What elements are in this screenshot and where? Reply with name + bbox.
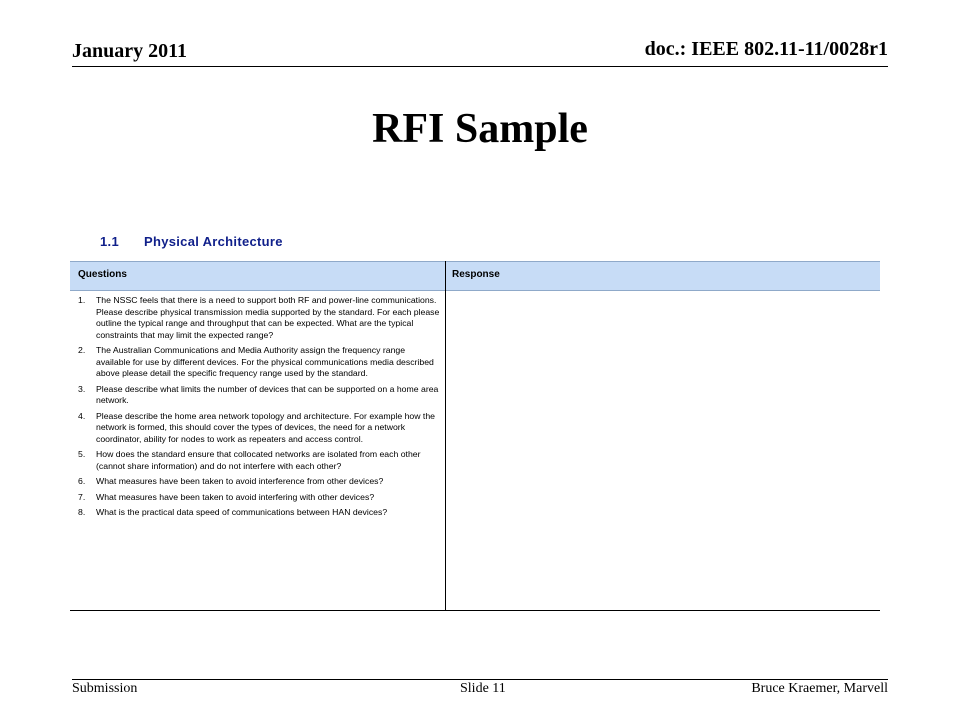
question-text: How does the standard ensure that collocated networks are isolated from each other (cannot share information) and do not interfere with each other? <box>96 449 421 471</box>
questions-list <box>78 295 440 523</box>
question-number: 4. <box>78 410 86 421</box>
footer-divider <box>72 679 888 680</box>
question-text: What measures have been taken to avoid interference from other devices? <box>96 476 384 486</box>
question-item <box>78 345 440 380</box>
question-item <box>78 507 440 519</box>
question-item <box>78 411 440 446</box>
question-text: The Australian Communications and Media Authority assign the frequency range available for use by different devices. For the physical communications media described above please detail the specific frequency range used by the standard. <box>96 345 434 378</box>
question-item <box>78 449 440 472</box>
section-title: Physical Architecture <box>144 234 283 249</box>
question-text: What measures have been taken to avoid interfering with other devices? <box>96 491 375 502</box>
column-header-questions: Questions <box>78 269 127 280</box>
footer-author: Bruce Kraemer, Marvell <box>751 681 888 696</box>
question-number: 6. <box>78 476 86 486</box>
header-divider <box>72 66 888 67</box>
section-number: 1.1 <box>100 234 119 249</box>
question-text: The NSSC feels that there is a need to support both RF and power-line communications. Please describe physical transmission media supported by the standard. For each please outline the typical range and throughput that can be expected. What are the typical constraints that may limit the expected range? <box>96 295 440 340</box>
question-item <box>78 492 440 504</box>
question-text: Please describe the home area network topology and architecture. For example how the network is formed, this should cover the types of devices, the need for a network coordinator, ability for nodes to work as repeaters and access control. <box>96 410 436 444</box>
section-heading <box>100 234 283 249</box>
question-item <box>78 384 440 407</box>
question-item <box>78 295 440 341</box>
column-divider <box>445 261 446 611</box>
slide-title: RFI Sample <box>372 106 588 152</box>
question-number: 2. <box>78 345 86 355</box>
question-number: 5. <box>78 449 86 459</box>
table-bottom-border <box>70 610 880 611</box>
question-item <box>78 476 440 488</box>
header-date: January 2011 <box>72 40 188 62</box>
column-header-response: Response <box>452 269 500 280</box>
question-text: Please describe what limits the number of devices that can be supported on a home area network. <box>96 383 439 405</box>
rfi-table <box>70 261 880 611</box>
question-number: 8. <box>78 507 86 517</box>
question-text: What is the practical data speed of communications between HAN devices? <box>96 507 388 517</box>
header-doc-id: doc.: IEEE 802.11-11/0028r1 <box>644 38 888 60</box>
footer-slide-number: Slide 11 <box>460 681 506 696</box>
question-number: 3. <box>78 383 86 394</box>
footer-submission: Submission <box>72 681 138 696</box>
question-number: 7. <box>78 491 86 502</box>
question-number: 1. <box>78 295 86 305</box>
